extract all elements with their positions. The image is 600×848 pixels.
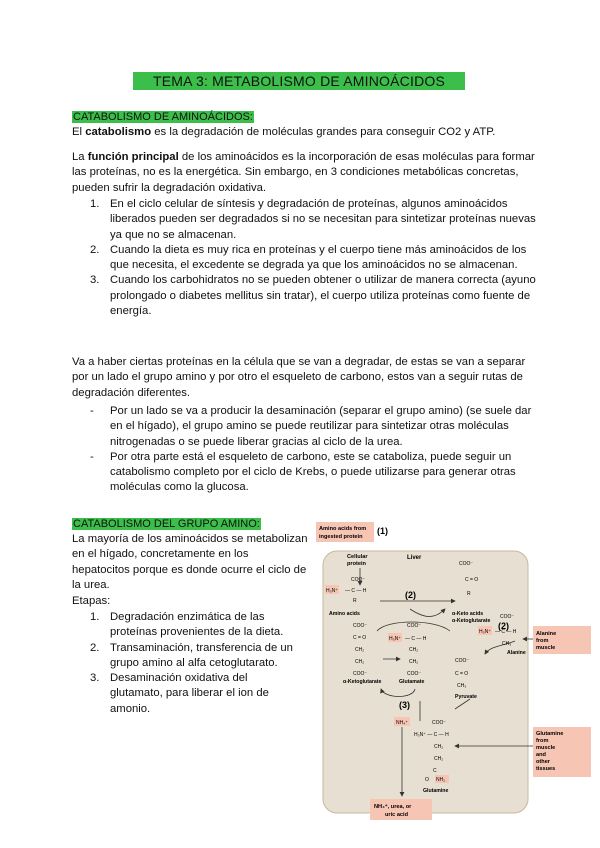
step-2-label: (2) <box>405 590 416 600</box>
svg-text:COO⁻: COO⁻ <box>353 623 368 629</box>
svg-text:Alanine: Alanine <box>536 631 557 637</box>
svg-text:COO⁻: COO⁻ <box>353 671 368 677</box>
svg-text:C: C <box>433 768 437 774</box>
ammonium-label: NH₄⁺ <box>396 720 408 726</box>
list-item: 1. Degradación enzimática de las proteínas provenientes de la dieta. <box>90 611 284 639</box>
svg-text:CH₂: CH₂ <box>355 659 365 665</box>
list-item: 2. Cuando la dieta es muy rica en proteínas y el cuerpo tiene más aminoácidos de los que necesita, el excedente se degrada ya que los aminoácidos no se almacenan. <box>90 243 527 272</box>
liver-label: Liver <box>407 555 422 561</box>
svg-text:— C — H: — C — H <box>495 629 517 635</box>
svg-text:COO⁻: COO⁻ <box>455 658 470 664</box>
glutamine-label: Glutamine <box>423 788 449 794</box>
steps-list <box>90 610 300 717</box>
svg-text:COO⁻: COO⁻ <box>351 577 366 583</box>
svg-text:R: R <box>467 591 471 597</box>
svg-text:and: and <box>536 752 546 758</box>
svg-text:from: from <box>536 738 549 744</box>
conditions-list <box>90 197 538 319</box>
svg-text:NH₄⁺, urea, or: NH₄⁺, urea, or <box>374 804 412 810</box>
svg-text:O: O <box>425 777 429 783</box>
source-label-1: Amino acids from <box>319 526 367 532</box>
svg-text:NH₂: NH₂ <box>436 777 446 783</box>
svg-text:CH₃: CH₃ <box>457 683 467 689</box>
protein-label: protein <box>347 561 366 567</box>
list-item: - Por otra parte está el esqueleto de carbono, este se cataboliza, puede seguir un catabolismo completo por el ciclo de Krebs, o puede utilizarse para generar otras moléculas como la glucosa. <box>90 450 516 494</box>
intro-paragraph: El catabolismo es la degradación de moléculas grandes para conseguir CO2 y ATP. <box>72 126 496 138</box>
list-item: - Por un lado se va a producir la desaminación (separar el grupo amino) (se suele dar en el hígado), el grupo amino se puede reutilizar para sintetizar otras moléculas nitrogenadas o se puede liberar gracias al ciclo de la urea. <box>90 405 532 448</box>
section-heading-grupo-amino: CATABOLISMO DEL GRUPO AMINO: <box>73 518 260 530</box>
list-item: 3. Desaminación oxidativa del glutamato, para liberar el ion de amonio. <box>90 672 269 715</box>
degradation-paragraph: Va a haber ciertas proteínas en la célula que se van a degradar, de estas se van a separar por un lado el grupo amino y por otro el esqueleto de carbono, estos van a seguir rutas de degradación diferentes. <box>72 356 526 399</box>
step-3-label: (3) <box>399 700 410 710</box>
svg-text:C = O: C = O <box>465 577 479 583</box>
svg-text:muscle: muscle <box>536 645 556 651</box>
svg-text:from: from <box>536 638 549 644</box>
svg-text:COO⁻: COO⁻ <box>459 561 474 567</box>
grupo-amino-paragraph: La mayoría de los aminoácidos se metabolizan en el hígado, concretamente en los hepatocitos porque es donde ocurre el ciclo de la urea. <box>72 533 308 591</box>
svg-text:other: other <box>536 759 550 765</box>
svg-text:H₃N⁺: H₃N⁺ <box>479 629 491 635</box>
list-item: 1. En el ciclo celular de síntesis y degradación de proteínas, algunos aminoácidos liberados pueden ser degradados si no se necesitan para sintetizar proteínas nuevas ya que no se almacenan. <box>90 198 536 241</box>
svg-text:CH₂: CH₂ <box>409 659 419 665</box>
alpha-ketoglutarate-label: α-Ketoglutarate <box>343 679 382 685</box>
alpha-keto-acids-label: α-Keto acids <box>452 611 484 617</box>
cellular-label: Cellular <box>347 554 368 560</box>
svg-text:— C — H: — C — H <box>345 588 367 594</box>
list-item: 2. Transaminación, transferencia de un grupo amino al alfa cetoglutarato. <box>90 641 293 669</box>
svg-text:CH₂: CH₂ <box>355 647 365 653</box>
function-paragraph: La función principal de los aminoácidos es la incorporación de esas moléculas para formar las proteínas, no es la energética. Sin embargo, en 3 condiciones metabólicas concretas, pueden sufrir la degradación oxidativa. <box>72 151 535 194</box>
svg-text:COO⁻: COO⁻ <box>432 720 447 726</box>
amino-acids-label: Amino acids <box>329 611 360 617</box>
svg-text:CH₂: CH₂ <box>409 647 419 653</box>
svg-text:COO⁻: COO⁻ <box>500 614 515 620</box>
svg-text:CH₃: CH₃ <box>502 641 512 647</box>
svg-text:CH₂: CH₂ <box>434 756 444 762</box>
svg-text:uric acid: uric acid <box>385 812 409 818</box>
svg-text:— C — H: — C — H <box>405 636 427 642</box>
svg-text:COO⁻: COO⁻ <box>407 623 422 629</box>
amino-group-catabolism-diagram <box>315 521 593 821</box>
alanine-label: Alanine <box>507 650 526 656</box>
svg-text:tissues: tissues <box>536 766 556 772</box>
svg-text:H₃N⁺: H₃N⁺ <box>389 636 401 642</box>
svg-text:muscle: muscle <box>536 745 556 751</box>
glutamate-label: Glutamate <box>399 679 425 685</box>
source-label-2: ingested protein <box>319 534 363 540</box>
svg-text:H₃N⁺ — C — H: H₃N⁺ — C — H <box>414 732 449 738</box>
etapas-label: Etapas: <box>72 595 111 607</box>
step-1-label: (1) <box>377 526 388 536</box>
svg-text:C = O: C = O <box>353 635 367 641</box>
alpha-ketoglutarate-top-label: α-Ketoglutarate <box>452 618 491 624</box>
svg-text:C = O: C = O <box>455 671 469 677</box>
page-title: TEMA 3: METABOLISMO DE AMINOÁCIDOS <box>133 72 465 90</box>
bullet-list <box>90 404 538 496</box>
svg-text:CH₂: CH₂ <box>434 744 444 750</box>
svg-text:Glutamine: Glutamine <box>536 731 564 737</box>
pyruvate-label: Pyruvate <box>455 694 477 700</box>
step-2b-label: (2) <box>498 621 509 631</box>
section-heading-catabolismo: CATABOLISMO DE AMINOÁCIDOS: <box>73 111 253 123</box>
list-item: 3. Cuando los carbohidratos no se pueden obtener o utilizar de manera correcta (ayuno prolongado o diabetes mellitus sin tratar), el cuerpo utiliza proteínas como fuente de energía. <box>90 274 536 318</box>
svg-text:H₃N⁺: H₃N⁺ <box>326 588 338 594</box>
svg-text:R: R <box>353 598 357 604</box>
svg-text:COO⁻: COO⁻ <box>407 671 422 677</box>
